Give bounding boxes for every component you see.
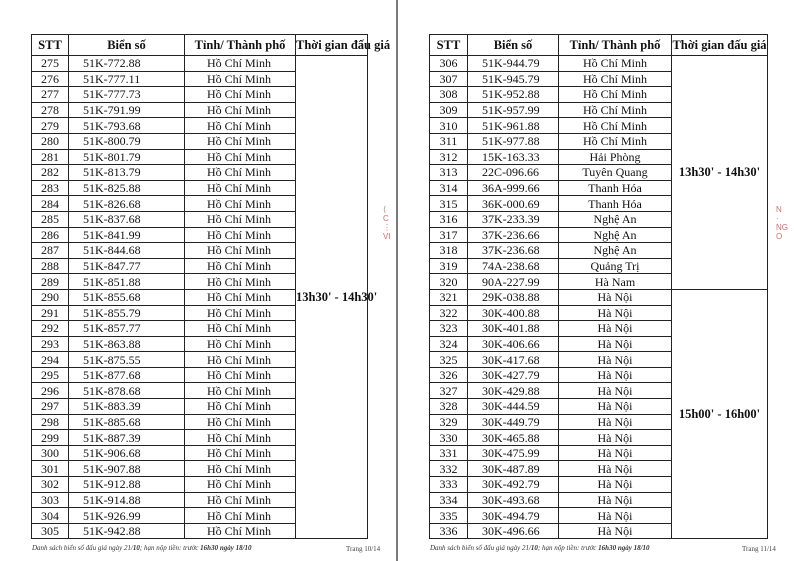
row-city: Hà Nội bbox=[559, 399, 672, 415]
row-city: Hà Nội bbox=[559, 321, 672, 337]
row-city: Hồ Chí Minh bbox=[185, 492, 296, 508]
row-city: Nghệ An bbox=[559, 227, 672, 243]
row-plate: 51K-813.79 bbox=[69, 165, 185, 181]
row-city: Quảng Trị bbox=[559, 258, 672, 274]
row-stt: 318 bbox=[430, 243, 468, 259]
row-stt: 301 bbox=[32, 461, 69, 477]
row-plate: 51K-945.79 bbox=[468, 71, 559, 87]
row-city: Hồ Chí Minh bbox=[185, 180, 296, 196]
row-stt: 283 bbox=[32, 180, 69, 196]
row-city: Hồ Chí Minh bbox=[185, 227, 296, 243]
row-stt: 294 bbox=[32, 352, 69, 368]
row-city: Hồ Chí Minh bbox=[185, 102, 296, 118]
row-city: Hồ Chí Minh bbox=[185, 321, 296, 337]
row-stt: 308 bbox=[430, 87, 468, 103]
row-plate: 51K-961.88 bbox=[468, 118, 559, 134]
header-city: Tỉnh/ Thành phố bbox=[559, 35, 672, 56]
row-stt: 289 bbox=[32, 274, 69, 290]
row-stt: 332 bbox=[430, 461, 468, 477]
row-stt: 287 bbox=[32, 243, 69, 259]
row-plate: 30K-449.79 bbox=[468, 414, 559, 430]
auction-time-cell: 13h30' - 14h30' bbox=[672, 56, 768, 290]
row-stt: 326 bbox=[430, 367, 468, 383]
footer-note: Danh sách biển số đấu giá ngày 21/10; hạn nộp tiền: trước 16h30 ngày 18/10 bbox=[32, 544, 252, 552]
row-plate: 51K-878.68 bbox=[69, 383, 185, 399]
row-plate: 30K-444.59 bbox=[468, 399, 559, 415]
row-plate: 51K-777.73 bbox=[69, 87, 185, 103]
row-city: Hồ Chí Minh bbox=[185, 149, 296, 165]
row-city: Hồ Chí Minh bbox=[185, 133, 296, 149]
page-number: Trang 11/14 bbox=[742, 545, 776, 553]
row-city: Hồ Chí Minh bbox=[185, 383, 296, 399]
row-city: Hà Nội bbox=[559, 289, 672, 305]
row-stt: 277 bbox=[32, 87, 69, 103]
row-city: Hồ Chí Minh bbox=[185, 477, 296, 493]
row-city: Hồ Chí Minh bbox=[559, 102, 672, 118]
row-stt: 331 bbox=[430, 445, 468, 461]
row-city: Hồ Chí Minh bbox=[185, 196, 296, 212]
row-city: Hà Nội bbox=[559, 383, 672, 399]
row-city: Hồ Chí Minh bbox=[185, 71, 296, 87]
header-stt: STT bbox=[32, 35, 69, 56]
row-stt: 319 bbox=[430, 258, 468, 274]
row-stt: 336 bbox=[430, 523, 468, 539]
row-plate: 51K-944.79 bbox=[468, 56, 559, 72]
row-city: Hồ Chí Minh bbox=[185, 118, 296, 134]
row-plate: 30K-401.88 bbox=[468, 321, 559, 337]
table-row bbox=[430, 56, 768, 72]
row-stt: 313 bbox=[430, 165, 468, 181]
row-plate: 51K-847.77 bbox=[69, 258, 185, 274]
page-number: Trang 10/14 bbox=[346, 545, 381, 553]
row-stt: 300 bbox=[32, 445, 69, 461]
row-plate: 51K-907.88 bbox=[69, 461, 185, 477]
row-stt: 310 bbox=[430, 118, 468, 134]
row-stt: 307 bbox=[430, 71, 468, 87]
red-stamp-fragment: ⟨ C ⋮ VI bbox=[383, 205, 391, 241]
row-plate: 30K-493.68 bbox=[468, 492, 559, 508]
row-plate: 51K-912.88 bbox=[69, 477, 185, 493]
row-plate: 51K-875.55 bbox=[69, 352, 185, 368]
row-stt: 304 bbox=[32, 508, 69, 524]
row-plate: 51K-863.88 bbox=[69, 336, 185, 352]
table-row bbox=[430, 289, 768, 305]
row-plate: 30K-406.66 bbox=[468, 336, 559, 352]
row-stt: 312 bbox=[430, 149, 468, 165]
row-stt: 311 bbox=[430, 133, 468, 149]
row-city: Hồ Chí Minh bbox=[185, 430, 296, 446]
row-city: Hồ Chí Minh bbox=[185, 305, 296, 321]
row-stt: 321 bbox=[430, 289, 468, 305]
row-plate: 37K-236.66 bbox=[468, 227, 559, 243]
row-stt: 329 bbox=[430, 414, 468, 430]
row-stt: 286 bbox=[32, 227, 69, 243]
row-stt: 306 bbox=[430, 56, 468, 72]
row-stt: 281 bbox=[32, 149, 69, 165]
row-city: Hồ Chí Minh bbox=[185, 56, 296, 72]
header-plate: Biển số bbox=[69, 35, 185, 56]
row-stt: 324 bbox=[430, 336, 468, 352]
row-plate: 51K-957.99 bbox=[468, 102, 559, 118]
row-stt: 275 bbox=[32, 56, 69, 72]
header-stt: STT bbox=[430, 35, 468, 56]
row-stt: 317 bbox=[430, 227, 468, 243]
header-time: Thời gian đấu giá bbox=[672, 35, 768, 56]
row-stt: 330 bbox=[430, 430, 468, 446]
row-plate: 51K-791.99 bbox=[69, 102, 185, 118]
row-stt: 309 bbox=[430, 102, 468, 118]
row-city: Hà Nam bbox=[559, 274, 672, 290]
row-city: Hồ Chí Minh bbox=[185, 243, 296, 259]
row-city: Thanh Hóa bbox=[559, 196, 672, 212]
row-plate: 37K-233.39 bbox=[468, 211, 559, 227]
row-plate: 51K-855.68 bbox=[69, 289, 185, 305]
row-stt: 316 bbox=[430, 211, 468, 227]
row-plate: 30K-487.89 bbox=[468, 461, 559, 477]
row-stt: 314 bbox=[430, 180, 468, 196]
row-plate: 51K-772.88 bbox=[69, 56, 185, 72]
row-plate: 51K-885.68 bbox=[69, 414, 185, 430]
row-stt: 303 bbox=[32, 492, 69, 508]
row-city: Hồ Chí Minh bbox=[559, 118, 672, 134]
row-stt: 276 bbox=[32, 71, 69, 87]
row-stt: 284 bbox=[32, 196, 69, 212]
row-stt: 296 bbox=[32, 383, 69, 399]
row-plate: 51K-906.68 bbox=[69, 445, 185, 461]
row-city: Hà Nội bbox=[559, 523, 672, 539]
row-plate: 51K-837.68 bbox=[69, 211, 185, 227]
header-time: Thời gian đấu giá bbox=[296, 35, 368, 56]
row-city: Hồ Chí Minh bbox=[185, 211, 296, 227]
row-stt: 292 bbox=[32, 321, 69, 337]
row-plate: 51K-952.88 bbox=[468, 87, 559, 103]
row-stt: 325 bbox=[430, 352, 468, 368]
row-city: Hồ Chí Minh bbox=[559, 87, 672, 103]
header-city: Tỉnh/ Thành phố bbox=[185, 35, 296, 56]
row-stt: 327 bbox=[430, 383, 468, 399]
row-city: Hồ Chí Minh bbox=[185, 461, 296, 477]
row-stt: 279 bbox=[32, 118, 69, 134]
footer-note: Danh sách biển số đấu giá ngày 21/10; hạn nộp tiền: trước 16h30 ngày 18/10 bbox=[430, 544, 650, 552]
row-city: Hồ Chí Minh bbox=[185, 289, 296, 305]
row-plate: 51K-793.68 bbox=[69, 118, 185, 134]
row-city: Tuyên Quang bbox=[559, 165, 672, 181]
row-plate: 51K-883.39 bbox=[69, 399, 185, 415]
row-plate: 30K-494.79 bbox=[468, 508, 559, 524]
document-page-left bbox=[0, 0, 396, 561]
row-stt: 334 bbox=[430, 492, 468, 508]
row-city: Hà Nội bbox=[559, 477, 672, 493]
row-city: Hà Nội bbox=[559, 445, 672, 461]
row-plate: 15K-163.33 bbox=[468, 149, 559, 165]
row-stt: 333 bbox=[430, 477, 468, 493]
row-stt: 280 bbox=[32, 133, 69, 149]
red-stamp-fragment: N · NG O bbox=[776, 205, 788, 241]
row-plate: 30K-475.99 bbox=[468, 445, 559, 461]
row-stt: 305 bbox=[32, 523, 69, 539]
row-plate: 51K-851.88 bbox=[69, 274, 185, 290]
row-plate: 51K-887.39 bbox=[69, 430, 185, 446]
row-stt: 298 bbox=[32, 414, 69, 430]
row-city: Hồ Chí Minh bbox=[185, 367, 296, 383]
row-stt: 285 bbox=[32, 211, 69, 227]
row-plate: 30K-496.66 bbox=[468, 523, 559, 539]
row-plate: 30K-429.88 bbox=[468, 383, 559, 399]
row-city: Nghệ An bbox=[559, 243, 672, 259]
row-plate: 90A-227.99 bbox=[468, 274, 559, 290]
document-page-right bbox=[398, 0, 794, 561]
row-city: Hà Nội bbox=[559, 305, 672, 321]
row-city: Hồ Chí Minh bbox=[185, 87, 296, 103]
row-plate: 29K-038.88 bbox=[468, 289, 559, 305]
row-city: Hồ Chí Minh bbox=[559, 71, 672, 87]
row-city: Hồ Chí Minh bbox=[559, 56, 672, 72]
row-plate: 51K-826.68 bbox=[69, 196, 185, 212]
row-city: Hồ Chí Minh bbox=[185, 352, 296, 368]
row-plate: 51K-800.79 bbox=[69, 133, 185, 149]
row-stt: 299 bbox=[32, 430, 69, 446]
row-plate: 51K-841.99 bbox=[69, 227, 185, 243]
row-stt: 320 bbox=[430, 274, 468, 290]
row-plate: 36K-000.69 bbox=[468, 196, 559, 212]
row-plate: 30K-492.79 bbox=[468, 477, 559, 493]
row-city: Hà Nội bbox=[559, 336, 672, 352]
row-city: Hà Nội bbox=[559, 367, 672, 383]
row-stt: 322 bbox=[430, 305, 468, 321]
row-city: Hà Nội bbox=[559, 414, 672, 430]
table-header-row bbox=[32, 35, 368, 56]
row-city: Hà Nội bbox=[559, 430, 672, 446]
row-plate: 30K-427.79 bbox=[468, 367, 559, 383]
row-plate: 51K-914.88 bbox=[69, 492, 185, 508]
row-stt: 282 bbox=[32, 165, 69, 181]
row-stt: 328 bbox=[430, 399, 468, 415]
row-stt: 302 bbox=[32, 477, 69, 493]
auction-time-cell: 13h30' - 14h30' bbox=[296, 56, 368, 539]
row-plate: 30K-465.88 bbox=[468, 430, 559, 446]
row-city: Hồ Chí Minh bbox=[185, 258, 296, 274]
row-plate: 36A-999.66 bbox=[468, 180, 559, 196]
row-city: Hà Nội bbox=[559, 352, 672, 368]
row-city: Hà Nội bbox=[559, 508, 672, 524]
row-plate: 51K-777.11 bbox=[69, 71, 185, 87]
row-city: Hồ Chí Minh bbox=[185, 399, 296, 415]
table-row bbox=[32, 56, 368, 72]
row-city: Hồ Chí Minh bbox=[185, 445, 296, 461]
row-stt: 293 bbox=[32, 336, 69, 352]
row-plate: 37K-236.68 bbox=[468, 243, 559, 259]
row-plate: 22C-096.66 bbox=[468, 165, 559, 181]
row-plate: 51K-857.77 bbox=[69, 321, 185, 337]
auction-time-cell: 15h00' - 16h00' bbox=[672, 289, 768, 539]
row-plate: 51K-942.88 bbox=[69, 523, 185, 539]
row-city: Hồ Chí Minh bbox=[185, 274, 296, 290]
row-stt: 323 bbox=[430, 321, 468, 337]
row-city: Hồ Chí Minh bbox=[185, 414, 296, 430]
row-plate: 51K-825.88 bbox=[69, 180, 185, 196]
row-city: Hà Nội bbox=[559, 461, 672, 477]
row-plate: 30K-417.68 bbox=[468, 352, 559, 368]
row-stt: 278 bbox=[32, 102, 69, 118]
row-stt: 297 bbox=[32, 399, 69, 415]
row-stt: 290 bbox=[32, 289, 69, 305]
row-city: Hải Phòng bbox=[559, 149, 672, 165]
row-city: Hồ Chí Minh bbox=[185, 165, 296, 181]
row-city: Hồ Chí Minh bbox=[185, 508, 296, 524]
row-plate: 51K-844.68 bbox=[69, 243, 185, 259]
header-plate: Biển số bbox=[468, 35, 559, 56]
row-stt: 335 bbox=[430, 508, 468, 524]
row-plate: 30K-400.88 bbox=[468, 305, 559, 321]
row-plate: 51K-926.99 bbox=[69, 508, 185, 524]
row-plate: 51K-801.79 bbox=[69, 149, 185, 165]
row-city: Hồ Chí Minh bbox=[185, 336, 296, 352]
plate-table-right bbox=[429, 34, 768, 539]
row-city: Hồ Chí Minh bbox=[185, 523, 296, 539]
row-stt: 288 bbox=[32, 258, 69, 274]
row-city: Hồ Chí Minh bbox=[559, 133, 672, 149]
row-stt: 291 bbox=[32, 305, 69, 321]
row-city: Hà Nội bbox=[559, 492, 672, 508]
row-plate: 51K-977.88 bbox=[468, 133, 559, 149]
row-plate: 51K-855.79 bbox=[69, 305, 185, 321]
row-city: Thanh Hóa bbox=[559, 180, 672, 196]
row-plate: 51K-877.68 bbox=[69, 367, 185, 383]
table-header-row bbox=[430, 35, 768, 56]
row-stt: 295 bbox=[32, 367, 69, 383]
row-stt: 315 bbox=[430, 196, 468, 212]
row-plate: 74A-238.68 bbox=[468, 258, 559, 274]
row-city: Nghệ An bbox=[559, 211, 672, 227]
